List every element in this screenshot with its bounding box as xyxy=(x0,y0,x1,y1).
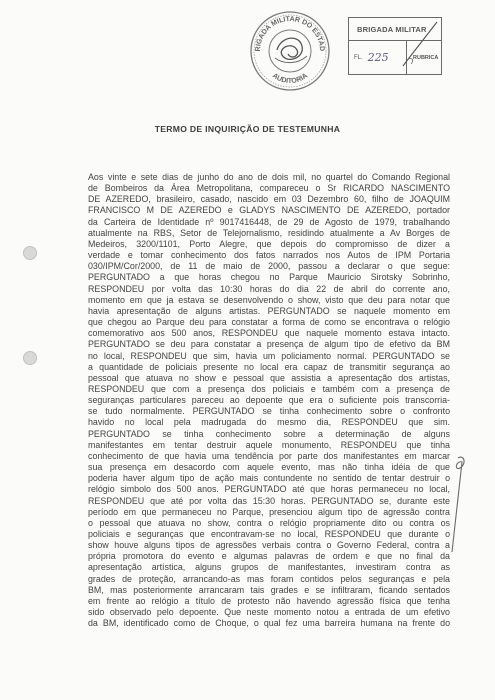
punch-hole xyxy=(23,246,37,260)
body-line: poderia haver algum tipo de ação mais contundente no sentido de tentar destruir o xyxy=(88,473,450,484)
body-line: PERGUNTADO a que horas chegou no Parque Mauricio Sirotsky Sobrinho, xyxy=(88,272,450,283)
body-line: no local, RESPONDEU que sim, havia um policiamento normal. PERGUNTADO se xyxy=(88,350,450,361)
body-line: comemorativo aos 500 anos, RESPONDEU que naquele momento estava intacto. xyxy=(88,328,450,339)
seal-text: RIGADA MILITAR DO ESTAD xyxy=(254,15,326,52)
stamp-fl-label: FL. xyxy=(354,54,363,61)
body-line: sua presença em desacordo com aquele evento, mas não tinha idéia de que xyxy=(88,462,450,473)
body-line: havia apresentação de alguns artistas. PERGUNTADO se naquele momento em xyxy=(88,305,450,316)
body-line: sido observado pelo depoente. Que neste momento notou a entrada de um efetivo xyxy=(88,607,450,618)
body-line: relógio simbolo dos 500 anos. PERGUNTADO até que horas permaneceu no local, xyxy=(88,484,450,495)
body-line: de Bombeiros da Área Metropolitana, compareceu o Sr RICARDO NASCIMENTO xyxy=(88,183,450,194)
body-line: conhecimento de que havia uma tendência por parte dos manifestantes em marcar xyxy=(88,450,450,461)
body-line: Medeiros, 3200/1101, Porto Alegre, que depois do compromisso de dizer a xyxy=(88,238,450,249)
page-number-stamp xyxy=(348,17,442,75)
margin-handwritten-mark xyxy=(440,452,470,562)
body-line: momento em que ja estava se desenvolvendo o show, visto que deu para notar que xyxy=(88,294,450,305)
body-line: BM, mas posteriormente arrancaram tais grades e se infiltraram, ficando sentados xyxy=(88,584,450,595)
body-line: manifestantes em tentar destruir aquele monumento, RESPONDEU que tinha xyxy=(88,439,450,450)
body-line: da Carteira de Identidade nº 9017416448, de 29 de Agosto de 1979, trabalhando xyxy=(88,216,450,227)
body-line: DE AZEREDO, brasileiro, casado, nascido em 03 Dezembro 60, filho de JOAQUIM xyxy=(88,194,450,205)
body-line: show houve alguns tipos de agressões verbais contra o Governo Federal, contra a xyxy=(88,540,450,551)
stamp-fl-value: 225 xyxy=(367,51,389,64)
body-line: grades de proteção, arrancando-as mas foram contidos pelos seguranças e pela xyxy=(88,573,450,584)
body-line: atualmente na RBS, Setor de Telejornalismo, residindo atualmente a Av Borges de xyxy=(88,227,450,238)
body-line: 030/IPM/Cor/2000, de 11 de maio de 2000, passou a declarar o que segue: xyxy=(88,261,450,272)
body-line: própria promotora do evento e algumas palavras de ordem e que no final da xyxy=(88,551,450,562)
document-title: TERMO DE INQUIRIÇÃO DE TESTEMUNHA xyxy=(154,124,341,134)
stamp-folio xyxy=(349,41,407,74)
body-line: RESPONDEU por volta das 10:30 horas do dia 22 de abril do corrente ano, xyxy=(88,283,450,294)
official-seal xyxy=(247,8,333,94)
body-line: PERGUNTADO se deu para constatar a presença de algum tipo de efetivo da BM xyxy=(88,339,450,350)
body-line: pessoal que atuava no show e pessoal que assistia a apresentação dos artistas, xyxy=(88,372,450,383)
body-line: RESPONDEU que até por volta das 15:30 horas. PERGUNTADO se, durante este xyxy=(88,495,450,506)
body-line: PERGUNTADO se tinha conhecimento sobre a determinação de alguns xyxy=(88,428,450,439)
body-line: policiais e seguranças que encontravam-se no local, RESPONDEU que durante o xyxy=(88,529,450,539)
body-line: Aos vinte e sete dias de junho do ano de dois mil, no quartel do Comando Regional xyxy=(88,172,450,182)
body-line: período em que permaneceu no Parque, presenciou algum tipo de agressão contra xyxy=(88,506,450,517)
stamp-org: BRIGADA MILITAR xyxy=(349,18,441,41)
body-line: seguranças particulares pareceu ao depoente que era o suficiente pois transcorria- xyxy=(88,395,450,406)
body-line: se tudo normalmente. PERGUNTADO se tinha conhecimento sobre o confronto xyxy=(88,406,450,417)
body-line: o pessoal que atuava no show, contra o relógio propriamente dito ou contra os xyxy=(88,517,450,528)
body-line: RESPONDEU que com a presença dos policiais e também com a presença de xyxy=(88,383,450,394)
body-line: havido no local pela madrugada do mesmo dia, RESPONDEU que sim. xyxy=(88,417,450,428)
body-line: em frente ao relógio a título de protesto não havendo agressão física que tenha xyxy=(88,595,450,606)
body-line: FRANCISCO M DE AZEREDO e GLADYS NASCIMENTO DE AZEREDO, portador xyxy=(88,205,450,216)
seal-subtext: AUDITORIA xyxy=(270,72,310,86)
testimony-body xyxy=(88,172,450,629)
body-line: da BM, identificado como de Choque, o qual fez uma barreira humana na frente do xyxy=(88,618,450,629)
punch-hole xyxy=(23,351,37,365)
body-line: que chegou ao Parque deu para constatar a forma de como se encontrava o relógio xyxy=(88,317,450,328)
seal-graphic xyxy=(247,8,333,94)
body-line: verdade e tomar conhecimento dos fatos narrados nos Autos de IPM Portaria xyxy=(88,250,450,261)
body-line: a quantidade de policiais presente no local era capaz de transmitir segurança ao xyxy=(88,361,450,372)
stamp-rubrica: RUBRICA xyxy=(413,54,439,61)
body-line: apresentação artística, alguns grupos de manifestantes, investiram contra as xyxy=(88,562,450,573)
